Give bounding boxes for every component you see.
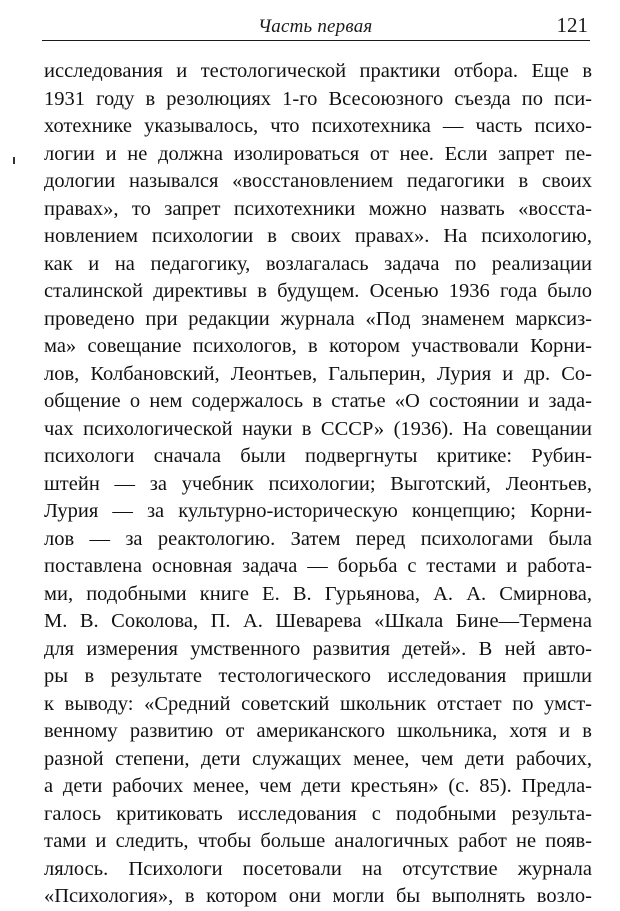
text-line: галось критиковать исследования с подобными результа- — [44, 802, 592, 825]
text-line: 1931 году в резолюциях 1-го Всесоюзного съезда по пси- — [44, 87, 592, 110]
text-line: ры в результате тестологического исследования пришли — [44, 665, 592, 687]
text-line: М. В. Соколова, П. А. Шеварева «Шкала Бине—Термена — [44, 610, 592, 632]
text-line: тами и следить, чтобы больше аналогичных работ не появ- — [44, 830, 592, 852]
text-line: ма» совещание психологов, в котором участвовали Корни- — [44, 335, 592, 357]
text-line: лов — за реактологию. Затем перед психологами была — [44, 527, 592, 550]
text-line: а дети рабочих менее, чем дети крестьян» (с. 85). Предла- — [44, 775, 592, 797]
page-number: 121 — [556, 13, 588, 37]
text-line: общение о нем содержалось в статье «О состоянии и зада- — [44, 390, 592, 412]
text-line: венному развитию от американского школьника, хотя и в — [44, 720, 592, 742]
text-line: для измерения умственного развития детей». В ней авто- — [44, 637, 592, 660]
margin-mark — [13, 157, 15, 164]
text-line: поставлена основная задача — борьба с тестами и работа- — [44, 555, 592, 577]
text-line: Лурия — за культурно-историческую концепцию; Корни- — [44, 500, 592, 522]
text-line: правах», то запрет психотехники можно назвать «восста- — [44, 197, 592, 220]
text-line: лов, Колбановский, Леонтьев, Гальперин, Лурия и др. Со- — [44, 362, 592, 385]
text-line: психологи сначала были подвергнуты критике: Рубин- — [44, 445, 592, 467]
text-line: хотехнике указывалось, что психотехника — часть психо- — [44, 115, 592, 137]
text-line: к выводу: «Средний советский школьник отстает по умст- — [44, 692, 592, 715]
text-line: как и на педагогику, возлагалась задача по реализации — [44, 252, 592, 275]
text-line: чах психологической науки в СССР» (1936). На совещании — [44, 417, 592, 440]
body-text — [44, 58, 592, 911]
text-line: ми, подобными книге Е. В. Гурьянова, А. А. Смирнова, — [44, 582, 592, 605]
text-line: исследования и тестологической практики отбора. Еще в — [44, 60, 592, 82]
page-header — [42, 10, 590, 41]
text-line: штейн — за учебник психологии; Выготский, Леонтьев, — [44, 472, 592, 495]
text-line: проведено при редакции журнала «Под знаменем марксиз- — [44, 307, 592, 330]
text-line: сталинской директивы в будущем. Осенью 1936 года было — [44, 280, 592, 302]
text-line: логии и не должна изолироваться от нее. Если запрет пе- — [44, 142, 592, 165]
running-title: Часть первая — [258, 16, 373, 37]
text-line: новлением психологии в своих правах». На психологию, — [44, 225, 592, 247]
text-line: лялось. Психологи посетовали на отсутствие журнала — [44, 857, 592, 880]
text-line: разной степени, дети служащих менее, чем дети рабочих, — [44, 747, 592, 770]
text-line: дологии назывался «восстановлением педагогики в своих — [44, 170, 592, 192]
text-line: «Психология», в котором они могли бы выполнять возло- — [44, 885, 592, 907]
